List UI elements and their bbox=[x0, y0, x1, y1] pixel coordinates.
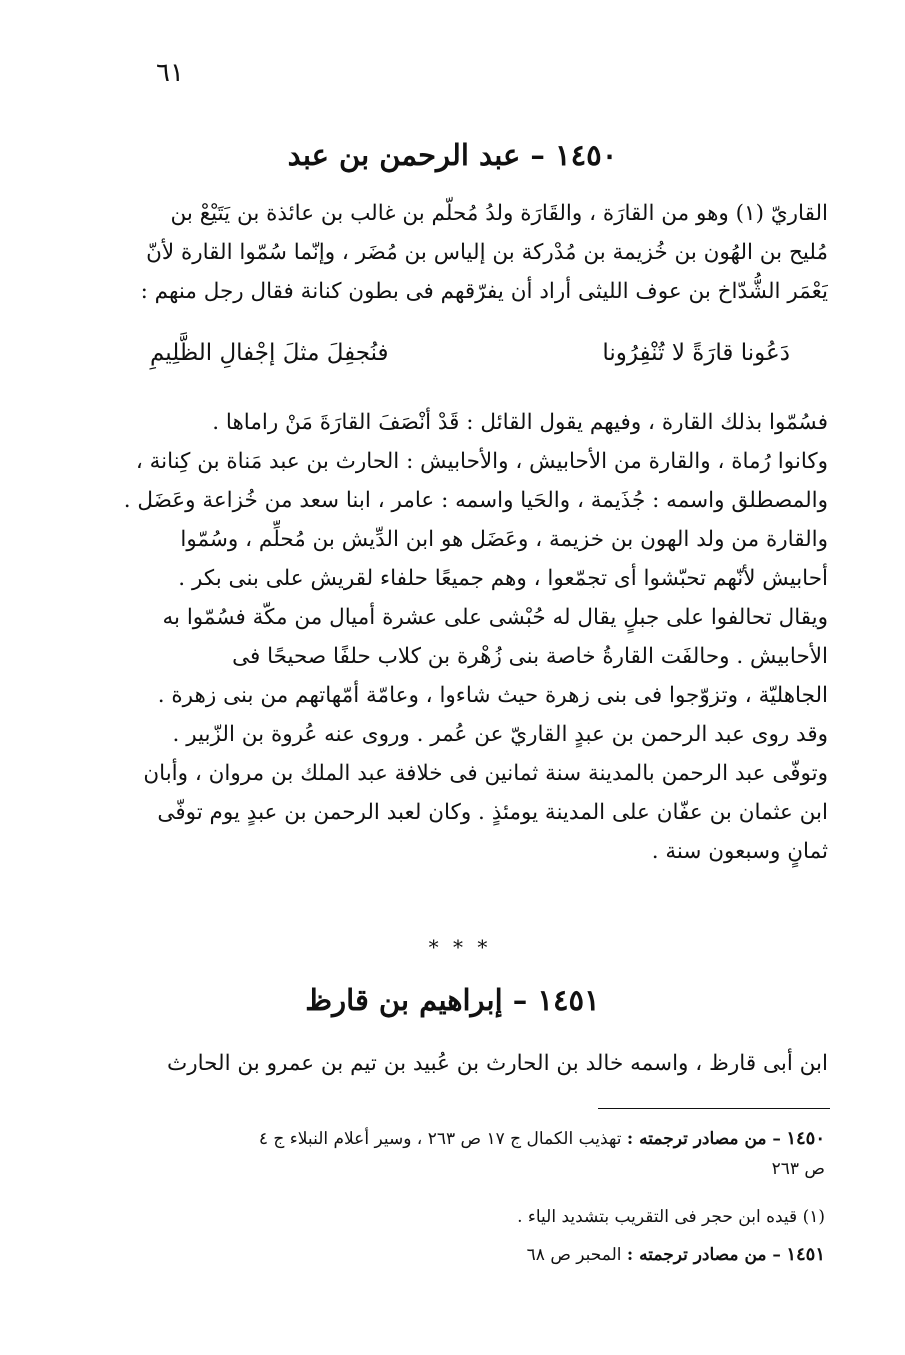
footnote-continuation: ص ٢٦٣ bbox=[771, 1159, 825, 1179]
footnote-note-1: (١) قيده ابن حجر فى التقريب بتشديد الياء . bbox=[517, 1207, 825, 1227]
paragraph-line: وتوفّى عبد الرحمن بالمدينة سنة ثمانين فى خلافة عبد الملك بن مروان ، وأبان bbox=[143, 761, 828, 786]
entry-1450-intro-paragraph bbox=[118, 194, 828, 311]
entry-1450-body-paragraph bbox=[118, 403, 828, 871]
verse-second-hemistich: فنُجفِلَ مثلَ إجْفالِ الظَّلِيمِ bbox=[150, 340, 389, 366]
paragraph-line: ابن عثمان بن عفّان على المدينة يومئذٍ . وكان لعبد الرحمن بن عبدٍ يوم توفّى bbox=[157, 800, 828, 825]
paragraph-line: ويقال تحالفوا على جبلٍ يقال له حُبْشى على عشرة أميال من مكّة فسُمّوا به bbox=[162, 605, 828, 630]
paragraph-line: ثمانٍ وسبعون سنة . bbox=[651, 839, 828, 864]
entry-1451-paragraph bbox=[118, 1044, 828, 1083]
paragraph-line: أحابيش لأنّهم تحبّشوا أى تجمّعوا ، وهم جميعًا حلفاء لقريش على بنى بكر . bbox=[178, 566, 828, 591]
paragraph-line: الأحابيش . وحالفَت القارةُ خاصة بنى زُهْرة بن كلاب حلفًا صحيحًا فى bbox=[232, 644, 828, 669]
paragraph-line: ابن أبى قارظ ، واسمه خالد بن الحارث بن عُبيد بن تيم بن عمرو بن الحارث bbox=[166, 1051, 828, 1076]
footnote-entry-number: ١٤٥١ bbox=[786, 1244, 825, 1265]
page-number: ٦١ bbox=[156, 58, 184, 88]
entry-heading-1450: ١٤٥٠ – عبد الرحمن بن عبد bbox=[287, 138, 618, 172]
paragraph-line: فسُمّوا بذلك القارة ، وفيهم يقول القائل : قَدْ أنْصَفَ القارَةَ مَنْ راماها . bbox=[212, 410, 828, 435]
footnote-1450-sources bbox=[125, 1124, 825, 1184]
section-separator-stars: * * * bbox=[428, 935, 492, 959]
footnote-label: – من مصادر ترجمته : bbox=[626, 1245, 781, 1265]
footnote-text: تهذيب الكمال ج ١٧ ص ٢٦٣ ، وسير أعلام النبلاء ج ٤ bbox=[258, 1129, 622, 1149]
entry-heading-1451: ١٤٥١ – إبراهيم بن قارظ bbox=[305, 983, 600, 1017]
poetry-verse bbox=[150, 340, 790, 366]
footnote-divider bbox=[598, 1108, 830, 1109]
verse-first-hemistich: دَعُونا قارَةً لا تُنْفِرُونا bbox=[602, 340, 790, 366]
footnote-1451-sources bbox=[125, 1240, 825, 1270]
footnote-text: المحبر ص ٦٨ bbox=[526, 1245, 622, 1265]
paragraph-line: مُليح بن الهُون بن خُزيمة بن مُدْركة بن إلياس بن مُضَر ، وإنّما سُمّوا القارة لأنّ bbox=[146, 240, 828, 265]
paragraph-line: وكانوا رُماة ، والقارة من الأحابيش ، والأحابيش : الحارث بن عبد مَناة بن كِنانة ، bbox=[135, 449, 828, 474]
paragraph-line: يَعْمَر الشُّدّاخ بن عوف الليثى أراد أن يفرّقهم فى بطون كنانة فقال رجل منهم : bbox=[140, 279, 828, 304]
footnote-label: – من مصادر ترجمته : bbox=[626, 1129, 781, 1149]
footnote-entry-number: ١٤٥٠ bbox=[786, 1128, 825, 1149]
paragraph-line: وقد روى عبد الرحمن بن عبدٍ القاريّ عن عُمر . وروى عنه عُروة بن الزّبير . bbox=[172, 722, 828, 747]
paragraph-line: القاريّ (١) وهو من القارَة ، والقَارَة ولدُ مُحلّم بن غالب بن عائذة بن يَتَيْعْ بن bbox=[170, 201, 828, 226]
paragraph-line: والقارة من ولد الهون بن خزيمة ، وعَضَل هو ابن الدِّيش بن مُحلِّم ، وسُمّوا bbox=[180, 527, 828, 552]
paragraph-line: الجاهليّة ، وتزوّجوا فى بنى زهرة حيث شاءوا ، وعامّة أمّهاتهم من بنى زهرة . bbox=[157, 683, 828, 708]
paragraph-line: والمصطلق واسمه : جُذَيمة ، والحَيا واسمه : عامر ، ابنا سعد من خُزاعة وعَضَل . bbox=[123, 488, 828, 513]
